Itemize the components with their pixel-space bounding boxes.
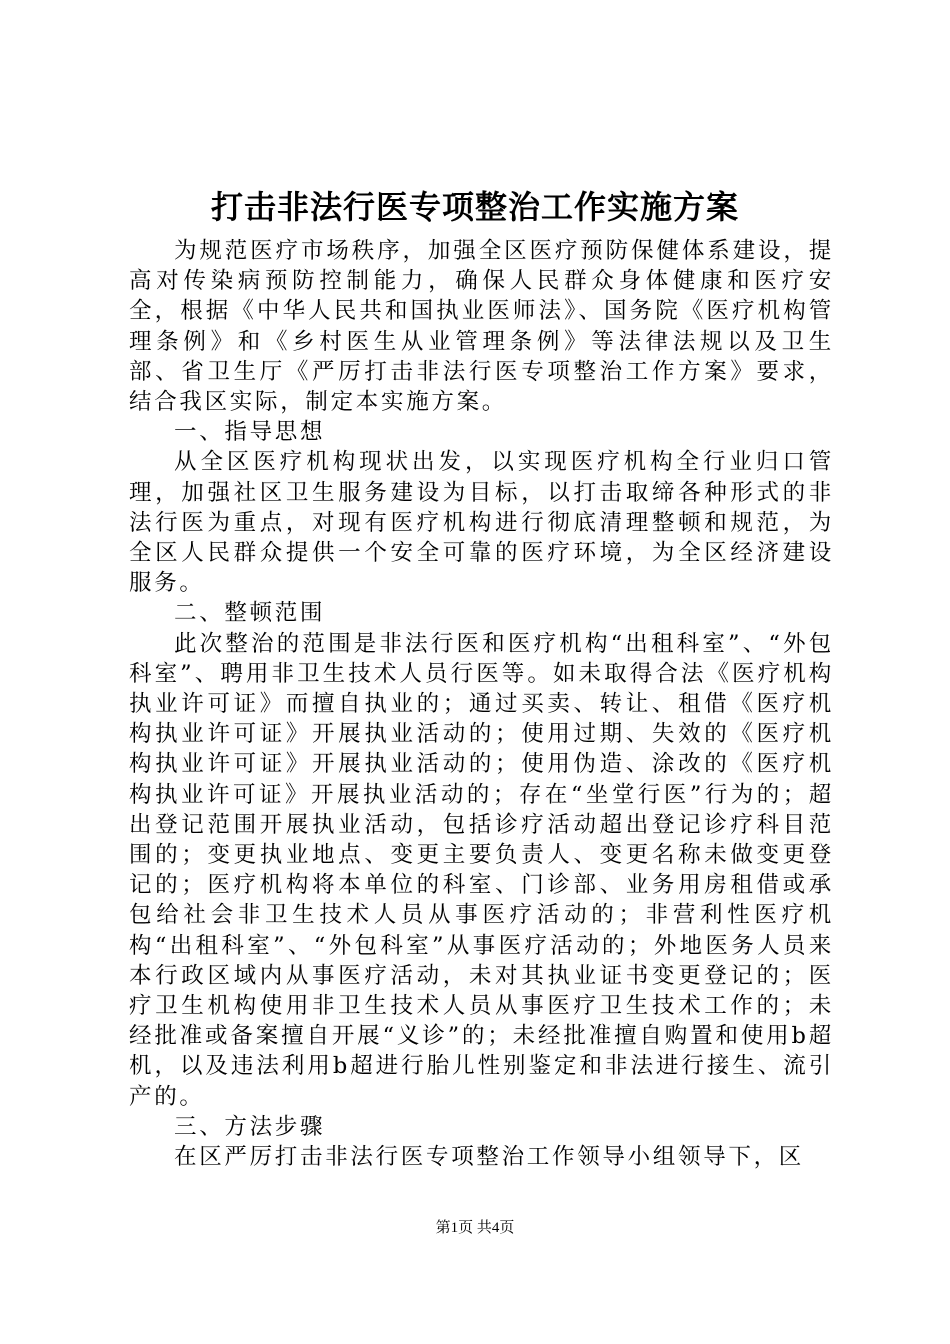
- section-heading-guiding-thought: 一、指导思想: [174, 419, 326, 446]
- paragraph-methods: 在区严厉打击非法行医专项整治工作领导小组领导下，区: [174, 1144, 805, 1171]
- paragraph-intro: 为规范医疗市场秩序，加强全区医疗预防保健体系建设，提高对传染病预防控制能力，确保人民群众身体健康和医疗安全，根据《中华人民共和国执业医师法》、国务院《医疗机构管理条例》和《乡村医生从业管理条例》等法律法规以及卫生部、省卫生厅《严厉打击非法行医专项整治工作方案》要求，结合我区实际，制定本实施方案。: [129, 238, 834, 416]
- document-body: [129, 236, 834, 1172]
- page-footer: 第1页 共4页: [435, 1220, 515, 1236]
- paragraph-guiding-thought: 从全区医疗机构现状出发，以实现医疗机构全行业归口管理，加强社区卫生服务建设为目标，以打击取缔各种形式的非法行医为重点，对现有医疗机构进行彻底清理整顿和规范，为全区人民群众提供一个安全可靠的医疗环境，为全区经济建设服务。: [129, 449, 834, 597]
- document-title: 打击非法行医专项整治工作实施方案: [210, 188, 739, 226]
- section-heading-methods: 三、方法步骤: [174, 1113, 326, 1140]
- paragraph-scope: 此次整治的范围是非法行医和医疗机构“出租科室”、“外包科室”、聘用非卫生技术人员行医等。如未取得合法《医疗机构执业许可证》而擅自执业的；通过买卖、转让、租借《医疗机构执业许可证》开展执业活动的；使用过期、失效的《医疗机构执业许可证》开展执业活动的；使用伪造、涂改的《医疗机构执业许可证》开展执业活动的；存在“坐堂行医”行为的；超出登记范围开展执业活动，包括诊疗活动超出登记诊疗科目范围的；变更执业地点、变更主要负责人、变更名称未做变更登记的；医疗机构将本单位的科室、门诊部、业务用房租借或承包给社会非卫生技术人员从事医疗活动的；非营利性医疗机构“出租科室”、“外包科室”从事医疗活动的；外地医务人员来本行政区域内从事医疗活动，未对其执业证书变更登记的；医疗卫生机构使用非卫生技术人员从事医疗卫生技术工作的；未经批准或备案擅自开展“义诊”的；未经批准擅自购置和使用b超机，以及违法利用b超进行胎儿性别鉴定和非法进行接生、流引产的。: [129, 630, 834, 1110]
- section-heading-scope: 二、整顿范围: [174, 600, 326, 627]
